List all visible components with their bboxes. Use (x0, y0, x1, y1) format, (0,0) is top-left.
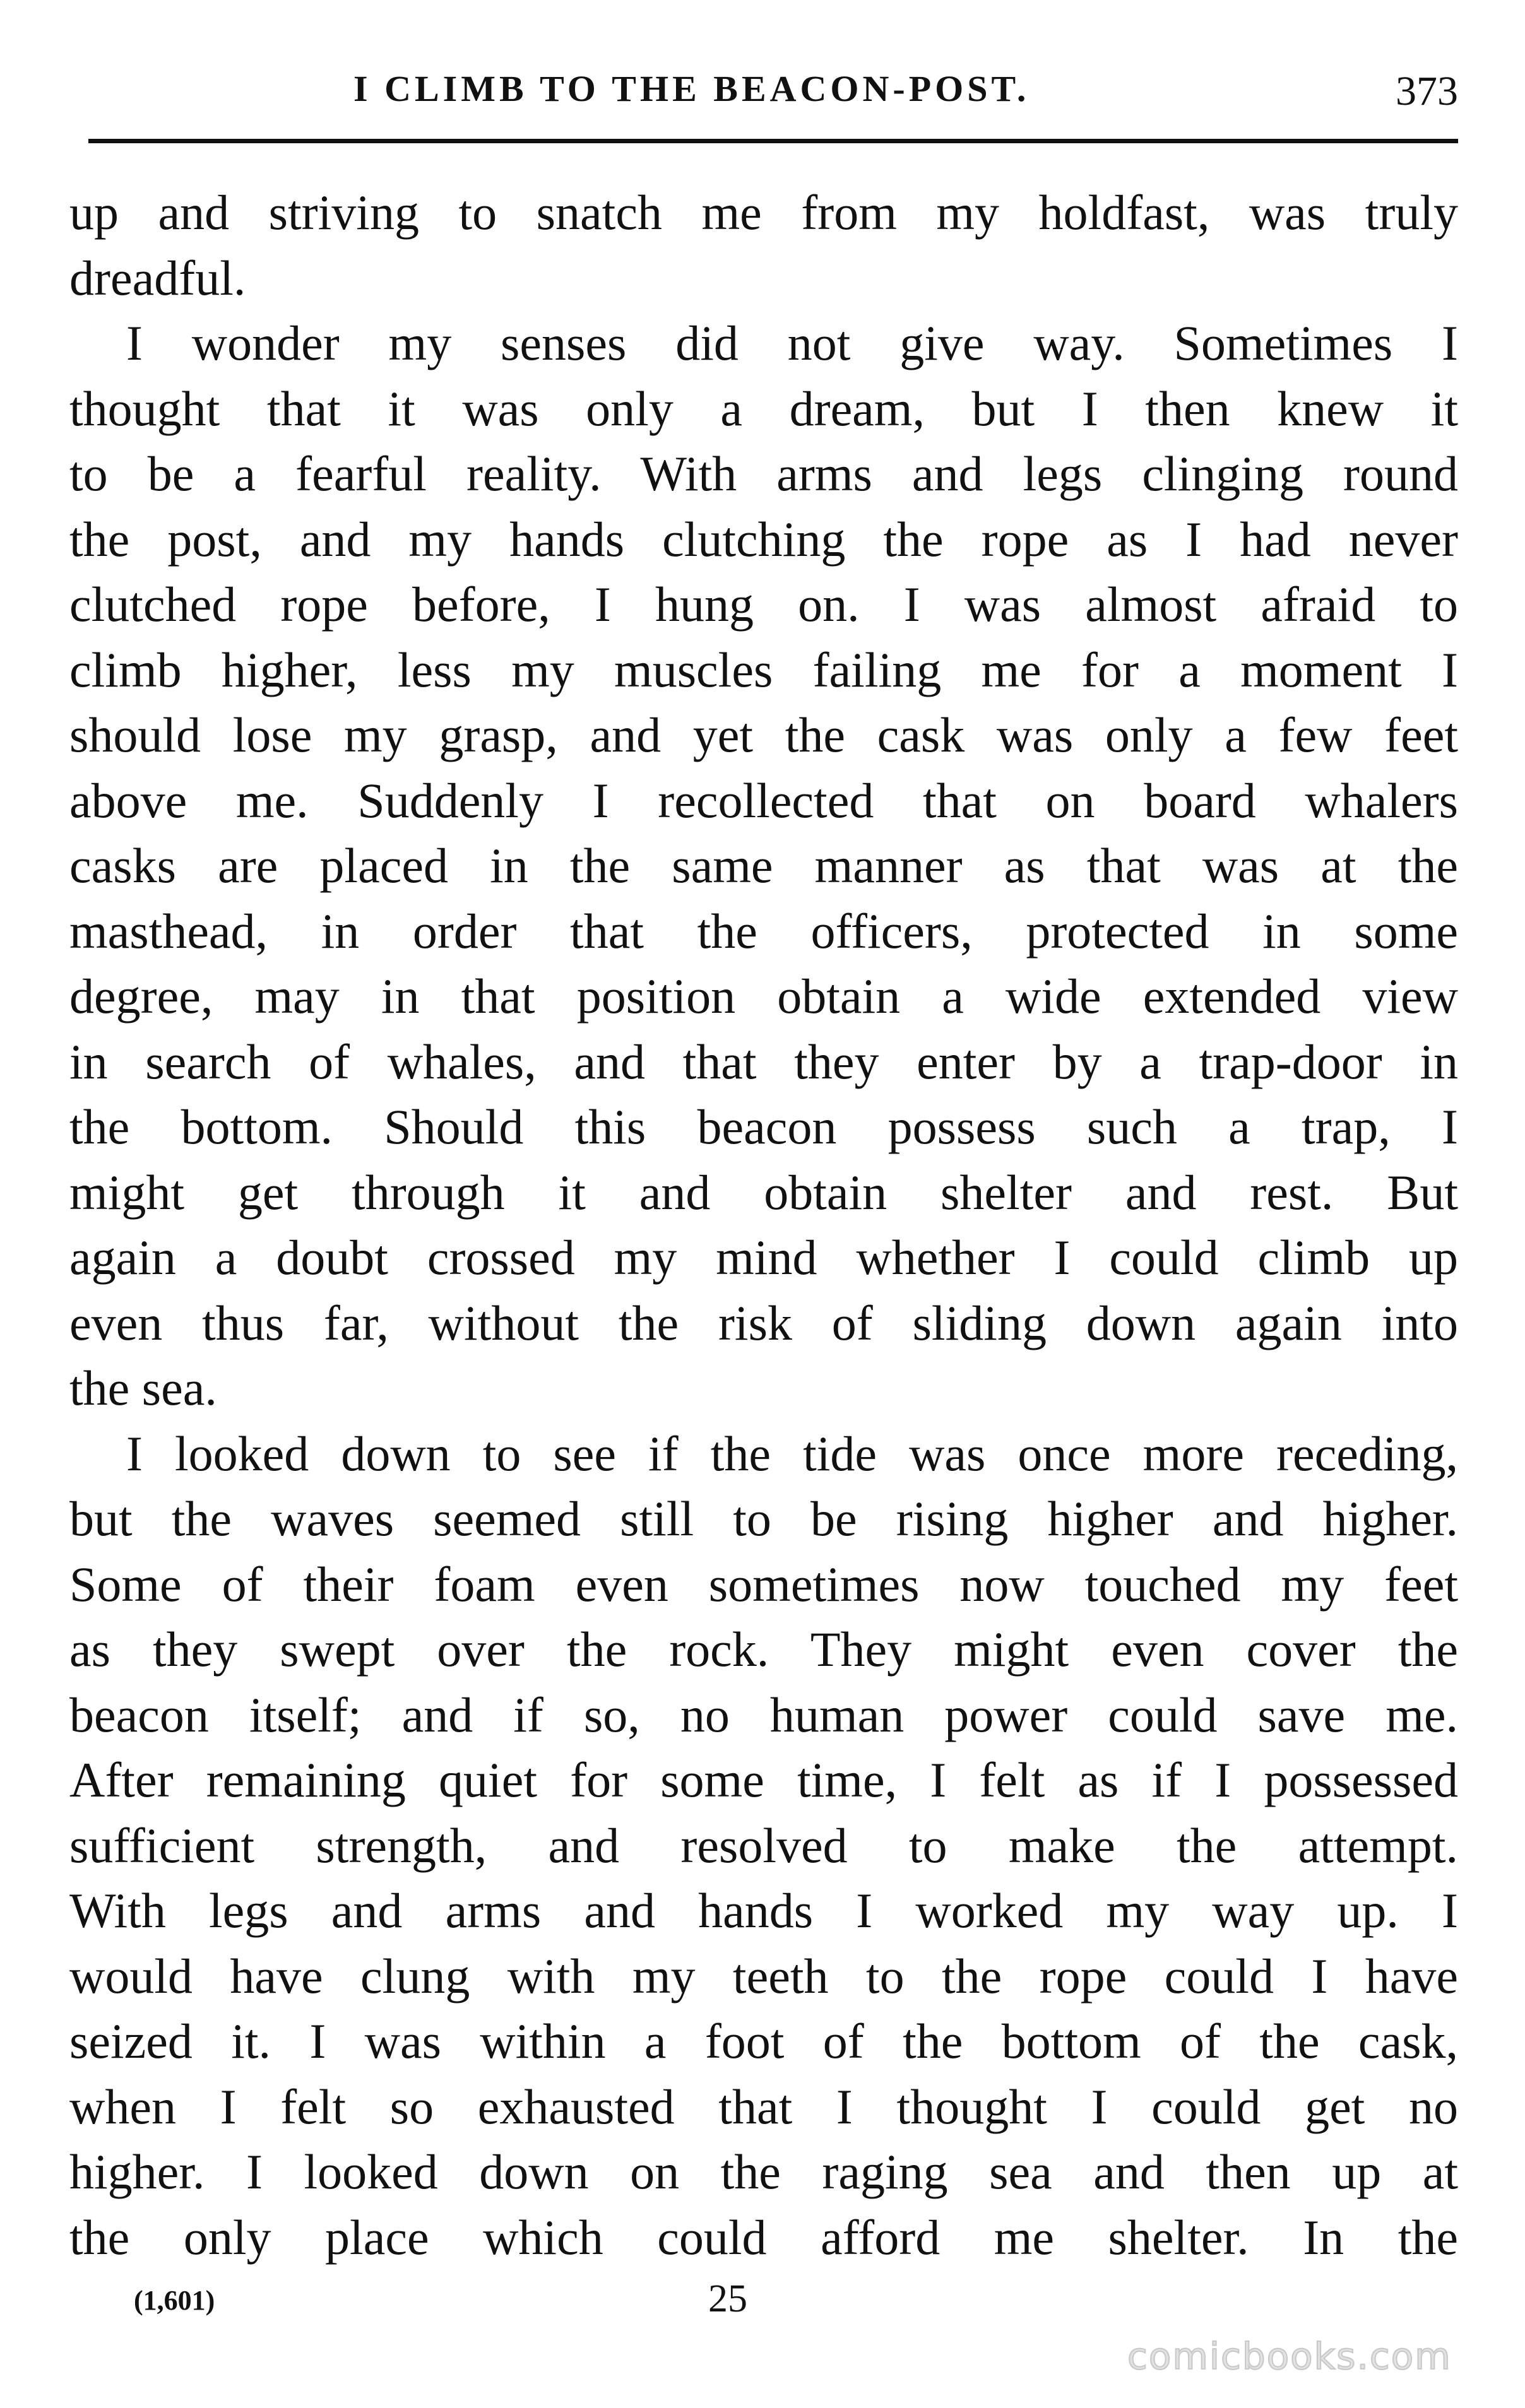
text-line: above me. Suddenly I recollected that on board whalers (69, 772, 1458, 828)
text-line: casks are placed in the same manner as that was at the (69, 838, 1458, 893)
paragraph-3 (69, 1421, 1458, 2270)
body-text (69, 180, 1458, 2270)
text-line: sufficient strength, and resolved to make the attempt. (69, 1817, 1458, 1873)
text-line: but the waves seemed still to be rising higher and higher. (69, 1491, 1458, 1546)
header-rule (88, 139, 1458, 143)
text-line: climb higher, less my muscles failing me for a moment I (69, 642, 1458, 697)
text-line: to be a fearful reality. With arms and legs clinging round (69, 446, 1458, 501)
page-number: 373 (1396, 68, 1458, 114)
text-line: thought that it was only a dream, but I then knew it (69, 381, 1458, 436)
signature-mark: (1,601) (134, 2285, 215, 2316)
running-head (82, 61, 1458, 117)
text-line: seized it. I was within a foot of the bottom of the cask, (69, 2014, 1458, 2069)
text-line: up and striving to snatch me from my holdfast, was truly (69, 185, 1458, 240)
text-line: dreadful. (69, 250, 246, 305)
folio-number: 25 (708, 2277, 747, 2320)
text-line: the post, and my hands clutching the rope as I had never (69, 511, 1458, 567)
text-line: the only place which could afford me shelter. In the (69, 2209, 1458, 2265)
text-line: in search of whales, and that they enter by a trap-door in (69, 1034, 1458, 1089)
paragraph-1 (69, 180, 1458, 310)
text-line: I looked down to see if the tide was once more receding, (126, 1425, 1458, 1481)
text-line: might get through it and obtain shelter and rest. But (69, 1164, 1458, 1220)
text-line: Some of their foam even sometimes now touched my feet (69, 1556, 1458, 1612)
text-line: again a doubt crossed my mind whether I could climb up (69, 1230, 1458, 1285)
running-title: I CLIMB TO THE BEACON-POST. (353, 68, 1030, 109)
text-line: beacon itself; and if so, no human power could save me. (69, 1687, 1458, 1742)
text-line: when I felt so exhausted that I thought I could get no (69, 2079, 1458, 2134)
text-line: as they swept over the rock. They might even cover the (69, 1622, 1458, 1677)
text-line: higher. I looked down on the raging sea and then up at (69, 2144, 1458, 2199)
paragraph-2 (69, 310, 1458, 1421)
text-line: the sea. (69, 1360, 217, 1415)
text-line: should lose my grasp, and yet the cask was only a few feet (69, 707, 1458, 762)
text-line: the bottom. Should this beacon possess such a trap, I (69, 1099, 1458, 1154)
text-line: masthead, in order that the officers, protected in some (69, 903, 1458, 959)
text-line: clutched rope before, I hung on. I was almost afraid to (69, 577, 1458, 632)
text-line: After remaining quiet for some time, I felt as if I possessed (69, 1752, 1458, 1807)
text-line: I wonder my senses did not give way. Sometimes I (126, 316, 1458, 370)
text-line: even thus far, without the risk of sliding down again into (69, 1295, 1458, 1350)
text-line: degree, may in that position obtain a wide extended view (69, 969, 1458, 1024)
text-line: would have clung with my teeth to the rope could I have (69, 1948, 1458, 2004)
watermark-logo: comicbooks.com (1127, 2335, 1452, 2378)
text-line: With legs and arms and hands I worked my way up. I (69, 1883, 1458, 1938)
